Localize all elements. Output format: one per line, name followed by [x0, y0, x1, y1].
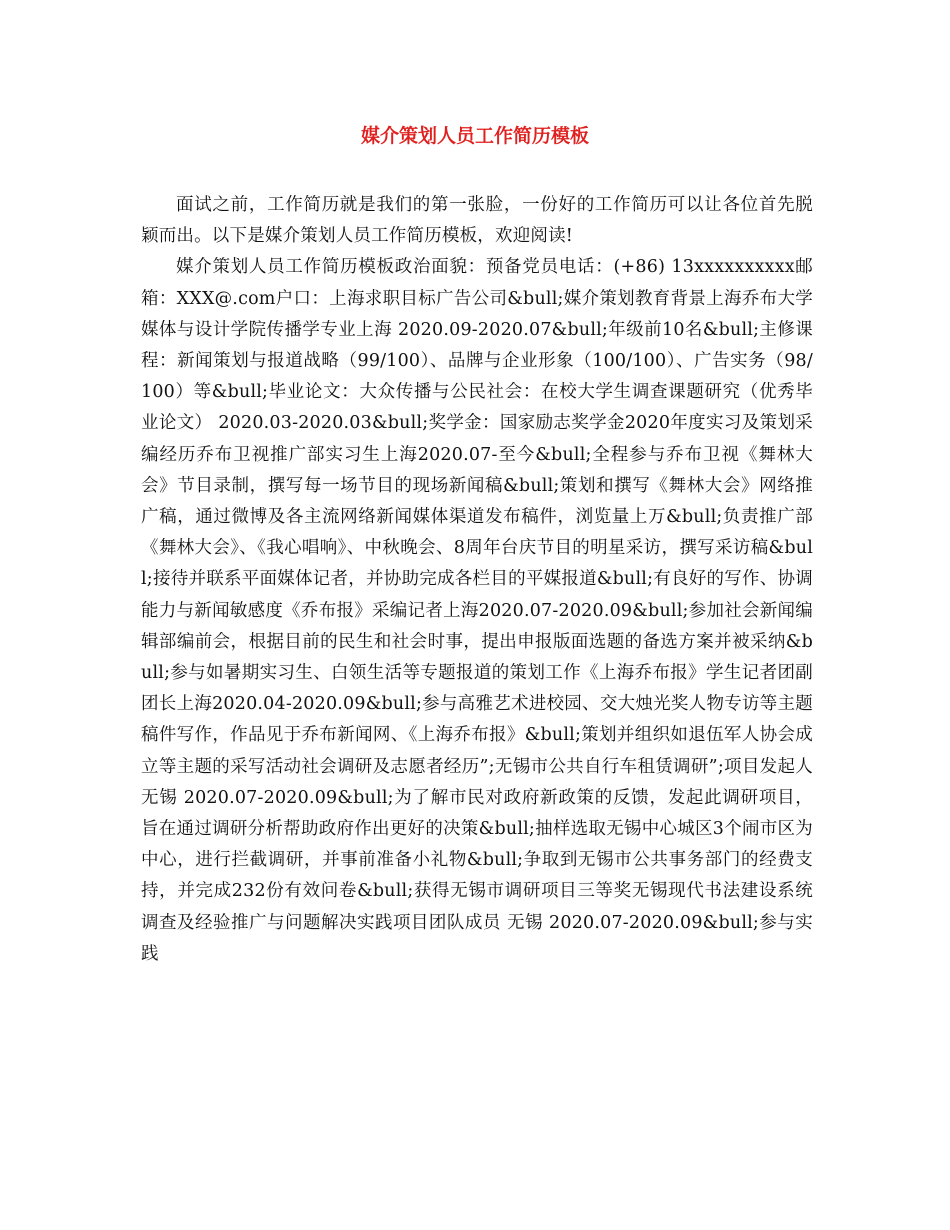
document-title: 媒介策划人员工作简历模板 [360, 125, 589, 147]
document-body [141, 190, 813, 970]
resume-paragraph: 媒介策划人员工作简历模板政治面貌：预备党员电话：(+86) 13xxxxxxxxxx邮箱：XXX@.com户口：上海求职目标广告公司&bull;媒介策划教育背景上海乔布大学媒体与设计学院传播学专业上海 2020.09-2020.07&bull;年级前10名&bull;主修课程：新闻策划与报道战略（99/100）、品牌与企业形象（100/100）、广告实务（98/100）等&bull;毕业论文：大众传播与公民社会：在校大学生调查课题研究（优秀毕业论文） 2020.03-2020.03&bull;奖学金：国家励志奖学金2020年度实习及策划采编经历乔布卫视推广部实习生上海2020.07-至今&bull;全程参与乔布卫视《舞林大会》节目录制，撰写每一场节目的现场新闻稿&bull;策划和撰写《舞林大会》网络推广稿，通过微博及各主流网络新闻媒体渠道发布稿件，浏览量上万&bull;负责推广部《舞林大会》、《我心唱响》、中秋晚会、8周年台庆节目的明星采访，撰写采访稿&bull;接待并联系平面媒体记者，并协助完成各栏目的平媒报道&bull;有良好的写作、协调能力与新闻敏感度《乔布报》采编记者上海2020.07-2020.09&bull;参加社会新闻编辑部编前会，根据目前的民生和社会时事，提出申报版面选题的备选方案并被采纳&bull;参与如暑期实习生、白领生活等专题报道的策划工作《上海乔布报》学生记者团副团长上海2020.04-2020.09&bull;参与高雅艺术进校园、交大烛光奖人物专访等主题稿件写作，作品见于乔布新闻网、《上海乔布报》&bull;策划并组织如退伍军人协会成立等主题的采写活动社会调研及志愿者经历”;无锡市公共自行车租赁调研”;项目发起人无锡 2020.07-2020.09&bull;为了解市民对政府新政策的反馈，发起此调研项目，旨在通过调研分析帮助政府作出更好的决策&bull;抽样选取无锡中心城区3个闹市区为中心，进行拦截调研，并事前准备小礼物&bull;争取到无锡市公共事务部门的经费支持，并完成232份有效问卷&bull;获得无锡市调研项目三等奖无锡现代书法建设系统调查及经验推广与问题解决实践项目团队成员 无锡 2020.07-2020.09&bull;参与实践 [141, 257, 813, 964]
intro-paragraph: 面试之前，工作简历就是我们的第一张脸，一份好的工作简历可以让各位首先脱颖而出。以下是媒介策划人员工作简历模板，欢迎阅读! [141, 195, 813, 247]
